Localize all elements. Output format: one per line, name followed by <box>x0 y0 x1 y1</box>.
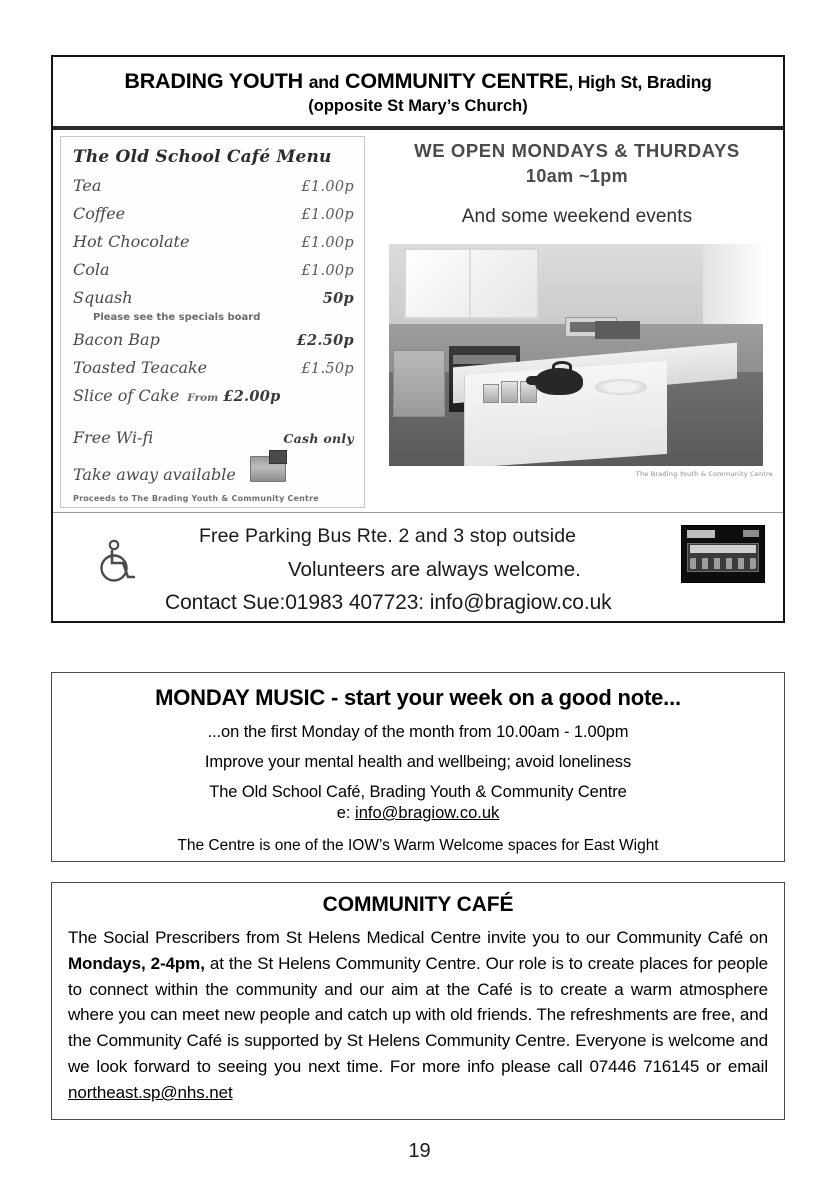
menu-takeaway-label: Take away available <box>73 464 236 484</box>
promo-panel <box>375 136 779 508</box>
menu-item-price: £1.00p <box>301 234 354 251</box>
menu-item-price: 50p <box>322 289 354 307</box>
menu-specials-note: Please see the specials board <box>93 311 261 323</box>
monday-music-box <box>51 672 785 862</box>
menu-item-price: £2.50p <box>296 331 354 349</box>
brading-centre-flyer <box>51 55 785 623</box>
monday-music-schedule: ...on the first Monday of the month from 10.00am - 1.00pm <box>207 723 629 741</box>
page-number: 19 <box>408 1140 431 1162</box>
menu-item-name: Tea <box>73 175 102 195</box>
logo-text-strip <box>690 545 756 553</box>
email-prefix: e: <box>336 804 356 822</box>
photo-jar <box>501 381 518 403</box>
photo-shelf <box>595 321 640 339</box>
menu-row <box>73 232 354 251</box>
photo-credit: The Brading Youth & Community Centre <box>635 469 773 478</box>
cafe-body-schedule: Mondays, 2-4pm, <box>68 953 205 973</box>
flyer-header <box>53 57 783 130</box>
menu-item-price: £1.50p <box>301 360 354 377</box>
community-cafe-title: COMMUNITY CAFÉ <box>322 893 514 916</box>
kitchen-photo <box>389 244 763 466</box>
photo-plate <box>595 379 647 395</box>
centre-logo-badge <box>681 525 765 583</box>
promo-opening-days: WE OPEN MONDAYS & THURDAYS <box>414 139 740 161</box>
monday-music-venue: The Old School Café, Brading Youth & Community Centre <box>209 783 627 801</box>
menu-wifi-label: Free Wi-fi <box>73 427 154 447</box>
promo-opening-hours: 10am ~1pm <box>525 165 629 186</box>
menu-item-price: £2.00p <box>223 387 281 405</box>
photo-jar <box>483 384 500 404</box>
menu-item-price: £1.00p <box>301 262 354 279</box>
menu-item-price: £1.00p <box>301 178 354 195</box>
flyer-title-and: and <box>308 72 340 92</box>
logo-top-mark-right <box>743 530 759 537</box>
menu-title: The Old School Café Menu <box>73 146 332 167</box>
monday-music-benefit: Improve your mental health and wellbeing; avoid loneliness <box>204 753 632 771</box>
menu-row-slice <box>73 386 354 405</box>
menu-row <box>73 260 354 279</box>
photo-window <box>404 248 539 319</box>
community-cafe-box <box>51 882 785 1120</box>
menu-item-name: Cola <box>73 259 110 279</box>
menu-item-name: Coffee <box>73 203 126 223</box>
flyer-footer <box>53 512 783 621</box>
monday-music-title: MONDAY MUSIC - start your week on a good note... <box>155 685 681 710</box>
menu-proceeds-note: Proceeds to The Brading Youth & Community Centre <box>73 493 319 503</box>
menu-row <box>73 176 354 195</box>
cafe-menu-panel <box>60 136 365 508</box>
menu-item-from-label: From <box>187 391 219 404</box>
flyer-title-address: , High St, Brading <box>568 72 712 92</box>
menu-takeaway-row <box>71 456 354 484</box>
flyer-title <box>63 69 773 94</box>
menu-item-name: Hot Chocolate <box>73 231 190 251</box>
menu-item-price: £1.00p <box>301 206 354 223</box>
menu-row <box>73 288 354 307</box>
menu-cash-only-label: Cash only <box>283 430 354 446</box>
menu-row <box>73 330 354 349</box>
cafe-body-part2: at the St Helens Community Centre. Our role is to create places for people to connect within the community and our aim at the Café is to create a warm atmosphere where you can meet new people and catch up with old friends. The refreshments are free, and the Community Café is supported by St Helens Community Centre. Everyone is welcome and we look forward to seeing you next time. For more info please call 07446 716145 or email <box>68 953 769 1077</box>
menu-row-wifi <box>73 428 354 447</box>
photo-fridge <box>393 350 445 417</box>
menu-item-name: Bacon Bap <box>73 329 160 349</box>
menu-item-name: Slice of Cake <box>73 385 180 405</box>
community-cafe-body <box>68 925 768 1106</box>
menu-row <box>73 358 354 377</box>
flyer-title-part1: BRADING YOUTH <box>124 69 309 93</box>
logo-top-mark <box>687 530 715 538</box>
promo-weekend-events: And some weekend events <box>461 205 693 227</box>
monday-music-email-line <box>66 804 770 823</box>
monday-music-warm-welcome: The Centre is one of the IOW’s Warm Welcome spaces for East Wight <box>177 837 659 854</box>
community-cafe-email-link[interactable]: northeast.sp@nhs.net <box>68 1082 233 1102</box>
footer-parking-line: Free Parking Bus Rte. 2 and 3 stop outside <box>199 524 577 547</box>
menu-item-name: Squash <box>73 287 133 307</box>
monday-music-email-link[interactable]: info@bragiow.co.uk <box>355 804 500 822</box>
menu-divider-space <box>71 414 354 428</box>
flyer-footer-lines <box>153 521 693 615</box>
flyer-subtitle: (opposite St Mary’s Church) <box>308 96 528 115</box>
coffee-cup-icon <box>250 456 286 482</box>
flyer-title-part2: COMMUNITY CENTRE <box>339 69 569 93</box>
cafe-body-part1: The Social Prescribers from St Helens Medical Centre invite you to our Community Café on <box>68 928 768 947</box>
logo-icon-row <box>690 558 756 569</box>
menu-row <box>73 204 354 223</box>
menu-item-name: Toasted Teacake <box>73 357 208 377</box>
wheelchair-accessibility-icon <box>97 539 137 585</box>
photo-teapot <box>535 368 584 395</box>
footer-contact-line: Contact Sue:01983 407723: info@bragiow.co.uk <box>165 590 612 614</box>
flyer-body <box>53 130 783 512</box>
footer-volunteers-line: Volunteers are always welcome. <box>288 557 581 581</box>
